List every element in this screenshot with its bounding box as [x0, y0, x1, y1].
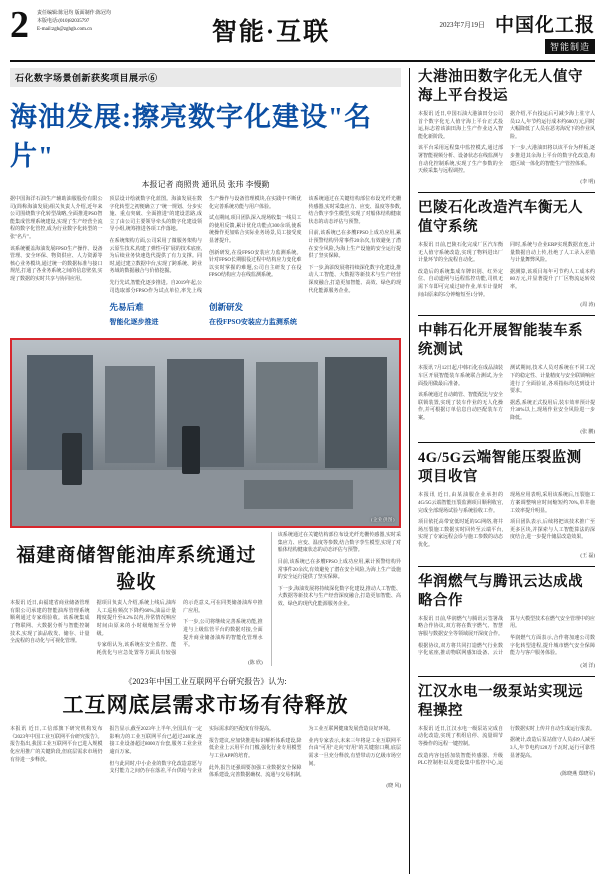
article-paragraph: 据测算,该项目每年可节约人工成本约80万元,并显著提升了厂区物流运转效率。	[510, 269, 595, 290]
below-photo-section	[10, 532, 401, 666]
section-title-block	[157, 6, 385, 48]
right-article-4	[418, 449, 595, 558]
imprint-line-3: E-mail:zgh@zghgb.com.cn	[37, 27, 92, 32]
divider	[418, 676, 595, 677]
right-sign: (周 涛)	[580, 303, 595, 309]
report-kicker: 《2023年中国工业互联网平台研究报告》认为:	[124, 677, 287, 687]
lead-paragraph: 该系统通过在关键结构部位布设光纤光栅传感器,实时采集应力、应变、温度等参数,结合数字孪生模型,实现了对船体结构健康状态的动态评估与预警。	[308, 197, 402, 225]
lead-kickers	[10, 297, 401, 330]
divider	[418, 315, 595, 316]
photo-machine-mid2	[167, 359, 244, 467]
kicker-left: 先易后难	[109, 302, 144, 313]
divider	[418, 192, 595, 193]
right-sign: (王 磊)	[580, 553, 595, 559]
divider	[418, 442, 595, 443]
article-paragraph: 同时,系统与企业ERP实现数据直连,计量数据自动上传,杜绝了人工录入差错与计量舞弊风险。	[510, 242, 595, 264]
lead-paragraph: 目前,该系统已在多艘FPSO上成功应用,累计预警结构异常事件20余次,有效避免了潜在安全风险,为海上生产设施的安全运行提供了坚实保障。	[308, 231, 401, 260]
article-paragraph: 下一步,大港油田将以该平台为样板,逐步推进其余海上平台的数字化改造,构建区域一体化的智能生产管控体系。	[510, 146, 595, 167]
divider	[418, 566, 595, 567]
article-paragraph: 华润燃气方面表示,合作将加速公司数字化转型进程,提升城市燃气安全保障能力与客户服务体验。	[510, 636, 595, 657]
article-paragraph: 本报讯 近日,工信部旗下研究机构发布《2023年中国工业互联网平台研究报告》。报告指出,我国工业互联网平台已进入规模化应用推广的关键阶段,但底层需求市场仍有待进一步释放。	[10, 727, 103, 763]
article-paragraph: 该平台采用远程集中监控模式,通过部署智能视频分析、设备状态在线监测与自动化控制系统,实现了生产参数的全天候采集与远程调控。	[418, 146, 504, 175]
right-headline: 中韩石化开展智能装车系统测试	[418, 323, 583, 359]
lead-photo	[10, 338, 401, 528]
newspaper-logo	[495, 10, 595, 55]
kicker-right: 创新研发	[209, 302, 244, 313]
article-paragraph: 下一步,公司将继续完善系统功能,推进与上级监管平台的数据对接,全面提升商业储备油库的智能化管理水平。	[183, 620, 263, 649]
page-folio: 2	[10, 4, 29, 46]
article-paragraph: 据悉,系统正式投用后,装车效率预计提升30%以上,现场作业安全风险进一步降低。	[510, 400, 595, 421]
article-paragraph: 据项目负责人介绍,系统上线后,油库人工巡检频次下降约60%,油品计量精度提升至0.2%以内,异常情况响应时间由原来的小时级缩短至分钟级。	[96, 601, 177, 637]
oil-depot-headline: 福建商储智能油库系统通过验收	[16, 545, 257, 594]
article-paragraph: 项目依托高带宽低时延的5G网络,将井场压裂施工数据实时回传至云端平台,实现了专家远程会诊与施工参数的动态优化。	[418, 520, 504, 549]
right-body	[418, 365, 595, 426]
article-paragraph: 本报讯 近日,由某油服企业承担的4G/5G云端智能压裂监测项目顺利收官,完成全部现场试验与系统验收工作。	[418, 493, 503, 514]
lead-paragraph: 该系统覆盖海油发展FPSO生产操作、设备管理、安全环保、物资供应、人力资源等核心业务模块,通过统一的数据标准与接口规范,打通了各业务系统之间的信息壁垒,实现了数据的实时共享与协同应用。	[10, 246, 103, 282]
lead-paragraph: 先行先试,智能化逐步推进。自2019年起,公司选取部分FPSO作为试点单位,率先上线生产操作与设备管理模块,在实践中不断优化完善系统功能与用户体验。	[109, 197, 302, 294]
right-article-3	[418, 322, 595, 435]
article-paragraph: 据统计,改造后泵站值守人员由9人减至3人,年节电约120万千瓦时,运行可靠性显著提高。	[510, 738, 595, 759]
oil-depot-sign: (陈 欣)	[248, 661, 263, 667]
right-column	[410, 68, 595, 874]
right-article-1	[418, 68, 595, 185]
photo-machine-left	[27, 355, 93, 470]
article-paragraph: 本报讯 近日,江汉水电一级泵站完成自动化改造,实现了机组启停、流量调节等操作的远程一键控制。	[418, 726, 503, 747]
photo-machine-right1	[256, 362, 318, 462]
masthead-right	[385, 6, 595, 55]
photo-worker-2	[182, 426, 199, 474]
article-paragraph: 改造内容包括加装智能传感器、升级PLC控制柜以及建设集中监控中心,运行数据实时上传并自动生成运行报表。	[418, 726, 596, 767]
article-paragraph: 根据协议,双方将共同打造燃气行业数字化底座,推动物联网感知设备、云计算与大模型技术在燃气安全管理中的应用。	[418, 616, 596, 657]
lead-paragraph: 据中国海洋石油生产辅助油服股份有限公司(简称海油发展)相关负责人介绍,近年来公司围绕数字化转型战略,全面推进PSO智能集成管理系统建设,实现了生产经营全流程的数字化管控,成为行业数字化转型的一张"名片"。	[10, 197, 103, 240]
right-article-2	[418, 199, 595, 308]
award-banner: 石化数字场景创新获奖项目展示⑥	[10, 68, 401, 87]
article-paragraph: 该系统通过自动鹤管、智能配比与安全联锁装置,实现了装车作业的无人化操作,并可根据订单信息自动匹配装车方案。	[418, 393, 504, 421]
section-title: 智能·互联	[211, 19, 331, 46]
article-paragraph: 专家组认为,该系统在安全监控、能耗优化与应急处置等方面具有较强的示范意义,可在同类储备油库中推广应用。	[96, 601, 263, 656]
article-paragraph: 本报讯 7月12日起,中韩石化在成品油装车区开展智能装车系统联合测试,为全面投用做最后准备。	[418, 366, 504, 387]
right-sign: (李 明)	[580, 179, 595, 185]
photo-pallet	[244, 480, 352, 510]
photo-caption: (企业供图)	[371, 517, 395, 523]
photo-machine-right2	[325, 357, 387, 469]
right-sign: (刘 洋)	[580, 663, 595, 669]
lead-byline: 本报记者 商照贵 通讯员 张玮 李慢勤	[141, 180, 270, 189]
photo-machine-mid1	[105, 366, 155, 463]
right-sign: (陈晓燕 郑晓军)	[560, 771, 595, 777]
article-paragraph: 测试期间,技术人员对系统在不同工况下的稳定性、计量精度与安全联锁响应进行了全面验证,各项指标均达到设计要求。	[510, 366, 596, 395]
article-paragraph: 改造后的系统集成车牌识别、红外定位、自动道闸与远程监控功能,司机无需下车即可完成过磅作业,单车计量时间由原来的5分钟缩短至1分钟。	[418, 269, 503, 298]
lead-continuation-body	[278, 532, 401, 612]
right-body	[418, 726, 595, 768]
article-paragraph: 本报讯 近日,中国石油大港油田分公司首个数字化无人值守海上平台正式投运,标志着该油田海上生产作业迈入智能化新阶段。	[418, 112, 503, 140]
article-paragraph: 本报讯 近日,由福建省商业储备管理有限公司承建的智能油库管理系统顺利通过专家组验收。该系统集成了物联网、大数据分析与智能控制技术,实现了油品收发、储存、计量全流程的自动化与可视化管理。	[10, 601, 90, 645]
article-paragraph: 业内专家表示,未来三年将是工业互联网平台由"可用"走向"好用"的关键窗口期,底层需求一旦充分释放,有望带动万亿级市场空间。	[308, 738, 401, 767]
right-headline: 大港油田数字化无人值守海上平台投运	[418, 69, 583, 104]
lead-paragraph: 下一步,海油发展将持续深化数字化建设,推动人工智能、大数据等新技术与生产经营深度融合,打造更加智能、高效、绿色的现代化能源服务企业。	[308, 265, 402, 294]
oil-depot-body	[10, 600, 263, 657]
kicker-right-sub: 在役FPSO安装应力监测系统	[209, 318, 297, 327]
right-headline: 4G/5G云端智能压裂监测项目收官	[418, 450, 582, 486]
imprint-line-1: 责任编辑:陈冠均 版面制作:陈冠均	[37, 11, 112, 16]
lead-paragraph: 试点期间,项目团队深入现场收集一线员工的使用反馈,累计优化功能点300余项,使系统操作更加贴合实际业务场景,员工接受度显著提升。	[209, 216, 302, 244]
lead-paragraph: 顶层设计绘就数字化蓝图。海油发展在数字化转型之初便确立了"统一规划、分步实施、重点突破、全面推进"的建设思路,成立了由公司主要领导牵头的数字化建设领导小组,统筹推进各项工作落地。	[109, 197, 202, 233]
oil-depot-article	[10, 532, 263, 666]
article-paragraph: 但与此同时,中小企业的数字化改造意愿与支付能力之间仍存在落差,平台供给与企业实际需求的匹配度有待提高。	[109, 727, 275, 775]
article-paragraph: 本报讯 日前,巴陵石化完成厂区汽车衡无人值守系统改造,实现了物料进出厂计量环节的全流程自动化。	[418, 242, 503, 264]
article-paragraph: 项目团队表示,后续将把该技术推广至更多区块,并探索与人工智能算法的深度结合,进一步提升储层改造效果。	[510, 520, 595, 541]
right-headline: 江汉水电一级泵站实现远程操控	[418, 683, 583, 719]
report-headline: 工互网底层需求市场有待释放	[62, 693, 349, 718]
right-article-5	[418, 573, 595, 669]
article-paragraph: 本报讯 日前,华润燃气与腾讯云签署战略合作协议,双方将在数字燃气、智慧客服与数据安全等领域展开深度合作。	[418, 616, 504, 638]
lead-body-top	[10, 196, 401, 295]
article-paragraph: 现场应用表明,采用该系统后,压裂施工方案调整响应时间缩短约70%,单井施工效率提升明显。	[510, 493, 595, 514]
main-column	[10, 68, 410, 874]
report-body	[10, 726, 401, 780]
kicker-left-sub: 智能化逐步推进	[109, 318, 159, 327]
right-headline: 华润燃气与腾讯云达成战略合作	[418, 573, 583, 609]
lead-paragraph: 目前,该系统已在多艘FPSO上成功应用,累计预警结构异常事件20余次,有效避免了潜在安全风险,为海上生产设施的安全运行提供了坚实保障。	[277, 559, 401, 581]
imprint-line-2: 本版电话:(010)82035797	[37, 19, 90, 24]
publication-date: 2023年7月19日	[439, 21, 485, 29]
article-paragraph: 此外,报告还强调要加强工业数据安全保障体系建设,完善数据确权、流通与交易机制,为工业互联网健康发展营造良好环境。	[209, 727, 394, 779]
right-body	[418, 111, 595, 176]
article-paragraph: 报告显示,截至2023年上半年,全国具有一定影响力的工业互联网平台已超过240家,连接工业设备超过8000万台套,服务工业企业逾百万家。	[109, 727, 203, 756]
right-article-6	[418, 683, 595, 777]
lead-paragraph: 在系统架构方面,公司采用了微服务架构与云原生技术,构建了弹性可扩展的技术底座,为后续业务快速迭代提供了有力支撑。同时,通过建立数据中台,实现了跨系统、跨业务域的数据融合与价值挖掘。	[109, 238, 203, 275]
article-paragraph: 报告建议,应加快推进标识解析体系建设,降低企业上云用平台门槛,强化行业专用模型与工业APP的培育。	[209, 738, 302, 760]
photo-worker-1	[62, 433, 81, 485]
logo-main-text: 中国化工报	[494, 15, 595, 36]
report-sign: (晓 风)	[386, 783, 401, 789]
lead-paragraph: 该系统通过在关键结构部位布设光纤光栅传感器,实时采集应力、应变、温度等参数,结合数字孪生模型,实现了对船体结构健康状态的动态评估与预警。	[277, 533, 401, 554]
right-body	[418, 242, 595, 299]
right-body	[418, 492, 595, 549]
right-body	[418, 616, 595, 660]
imprint-block	[37, 6, 157, 34]
lead-continuation	[271, 532, 401, 666]
logo-sub-badge: 智能制造	[545, 39, 595, 54]
lead-headline: 海油发展:擦亮数字化建设"名片"	[10, 102, 372, 171]
lead-paragraph: 创新研发,在役FPSO安装应力监测系统。针对FPSO长期服役过程中结构应力变化难以实时掌握的难题,公司自主研发了在役FPSO结构应力在线监测系统。	[209, 250, 302, 279]
lead-paragraph: 下一步,海油发展将持续深化数字化建设,推动人工智能、大数据等新技术与生产经营深度融合,打造更加智能、高效、绿色的现代化能源服务企业。	[277, 586, 401, 607]
page-body	[10, 68, 595, 874]
right-sign: (张 鹏)	[580, 430, 595, 436]
masthead	[10, 6, 595, 62]
right-headline: 巴陵石化改造汽车衡无人值守系统	[418, 199, 583, 235]
article-paragraph: 据介绍,平台投运后可减少海上驻守人员12人,年节约运行成本约600万元,同时大幅降低了人员在恶劣海况下的作业风险。	[510, 112, 596, 140]
